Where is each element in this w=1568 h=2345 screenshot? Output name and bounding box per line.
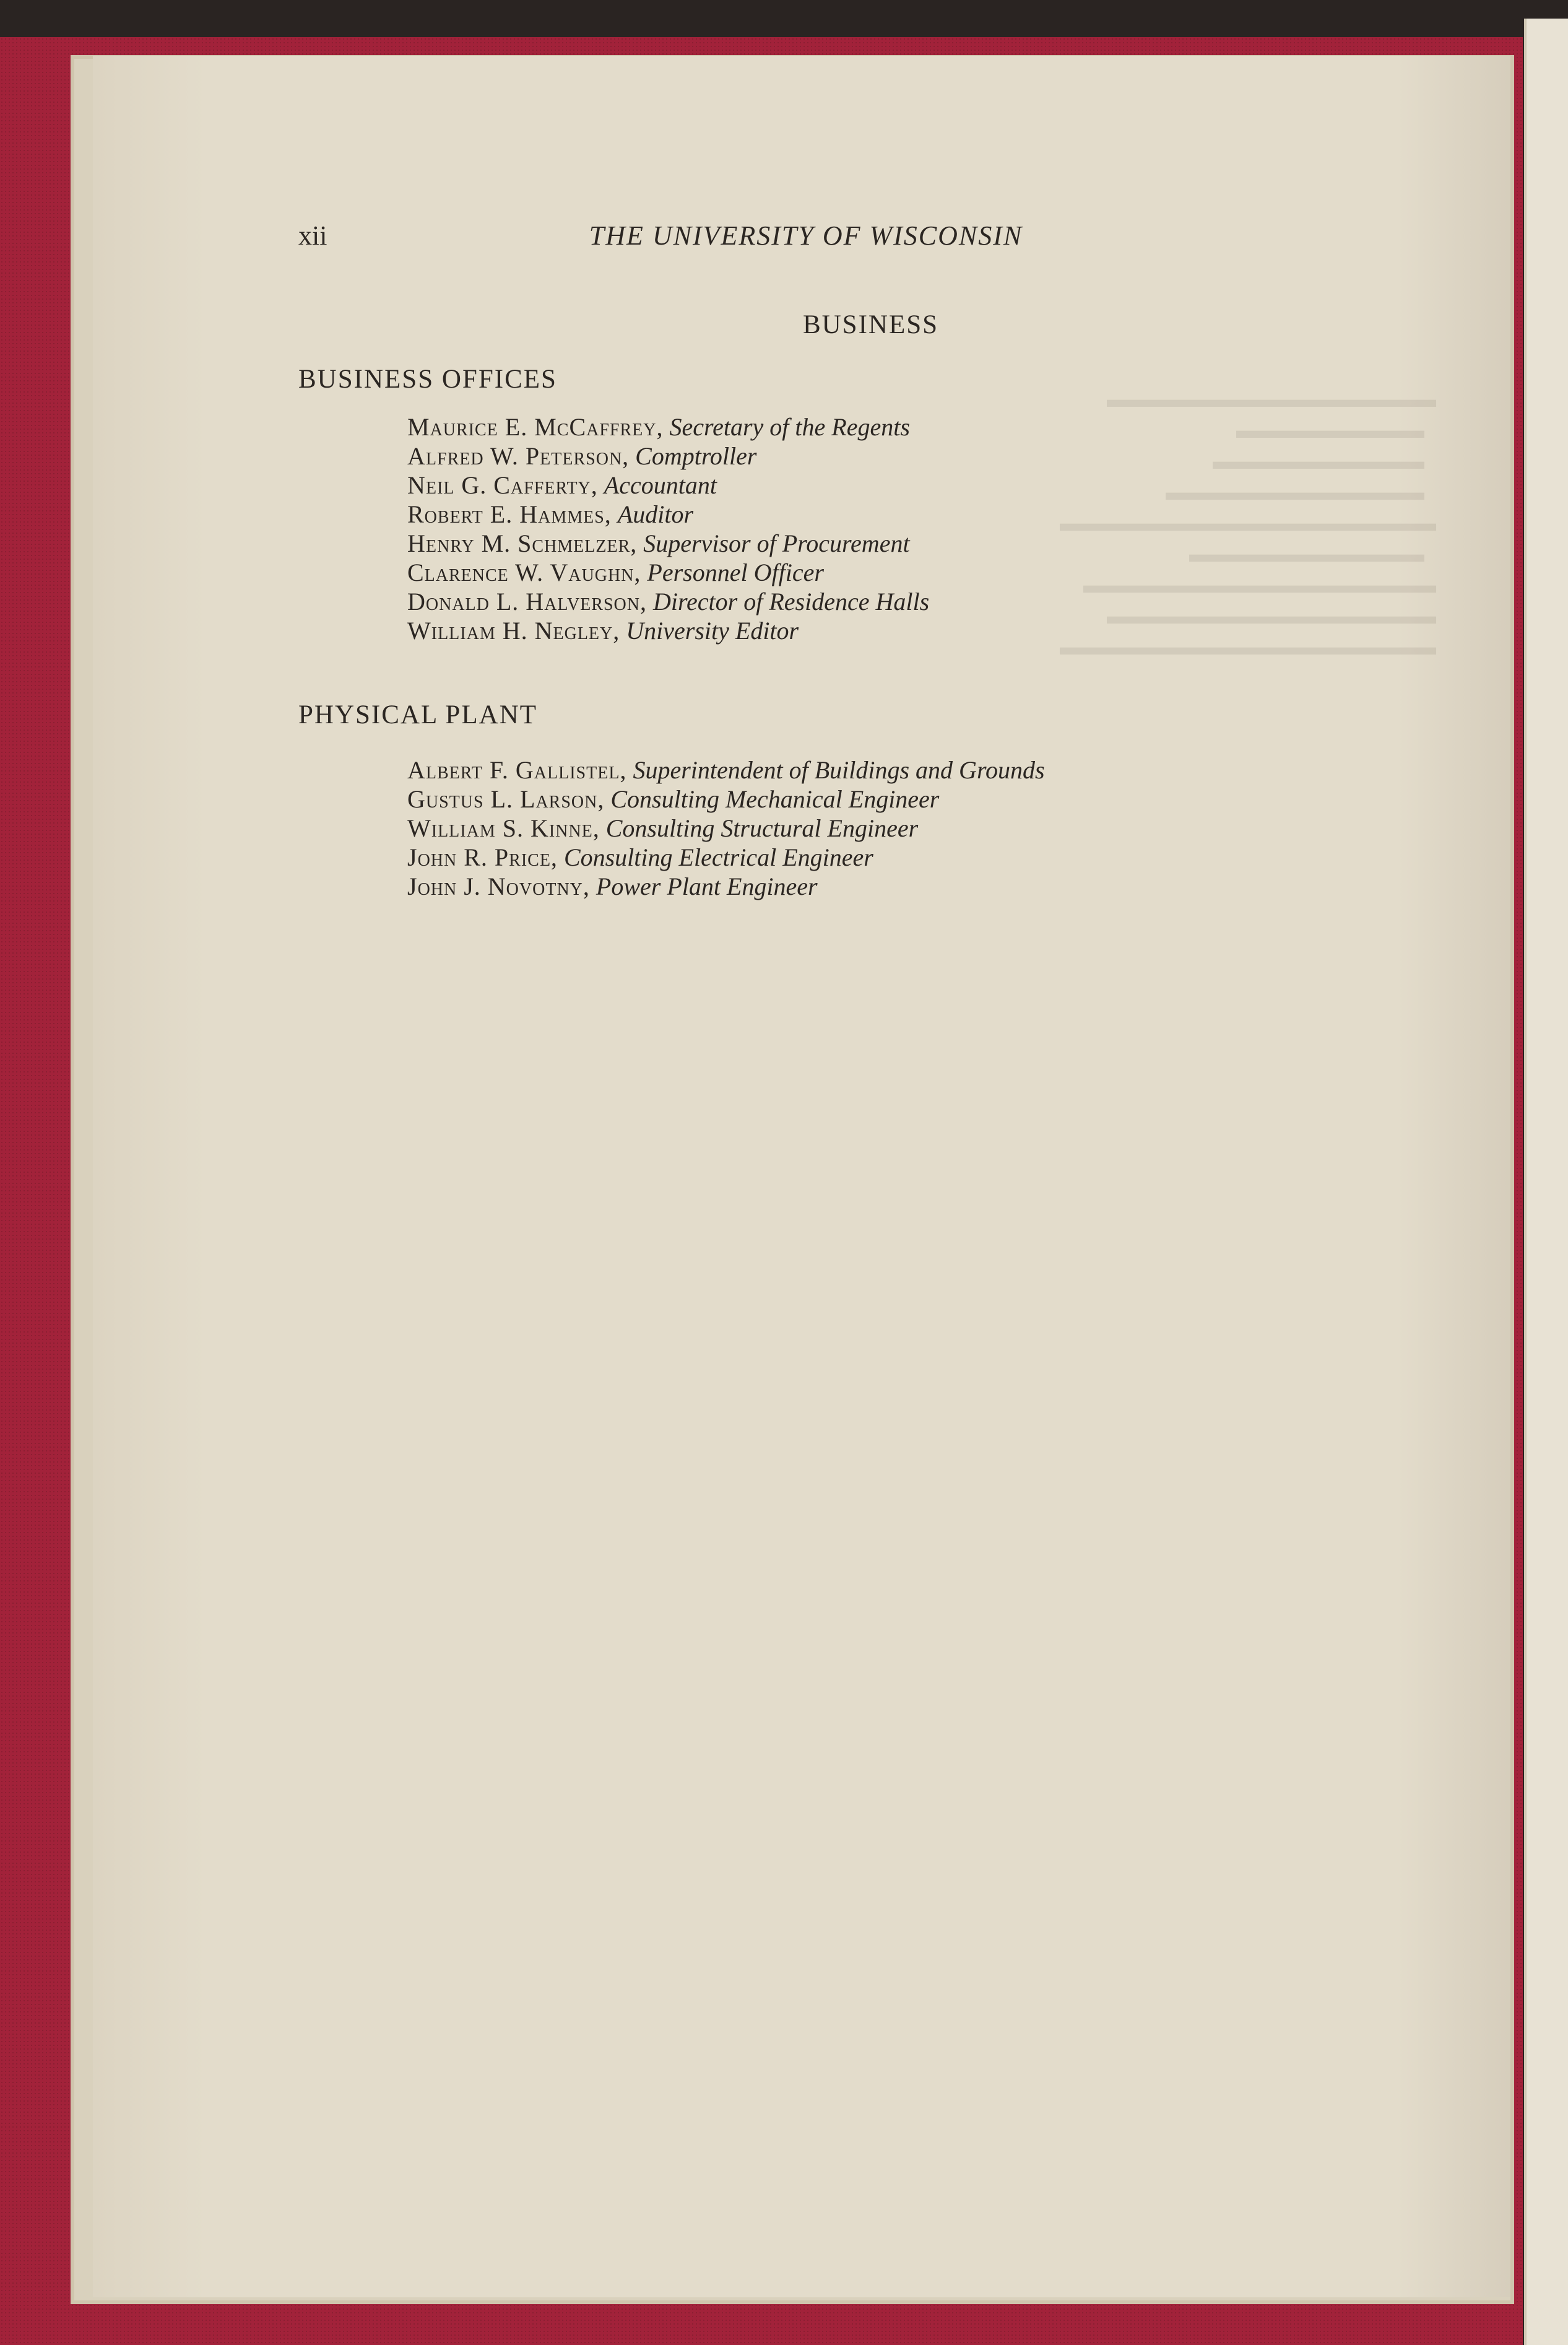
list-item [407,587,929,616]
list-item [407,814,1045,843]
person-name: Donald L. Halverson, [407,588,647,616]
section-heading: BUSINESS [802,310,939,339]
person-name: John J. Novotny, [407,872,590,900]
person-title: Comptroller [635,442,757,470]
person-name: Maurice E. McCaffrey, [407,413,664,441]
list-item [407,412,929,442]
person-title: Consulting Electrical Engineer [563,843,873,871]
person-title: Accountant [604,471,717,499]
person-title: Personnel Officer [647,559,824,586]
physical-plant-list [407,755,1045,901]
page-number: xii [298,220,327,251]
person-name: Robert E. Hammes, [407,500,612,528]
person-name: John R. Price, [407,843,558,871]
person-name: Henry M. Schmelzer, [407,529,638,557]
person-name: Neil G. Cafferty, [407,471,598,499]
list-item [407,558,929,587]
person-title: Superintendent of Buildings and Grounds [633,756,1045,784]
list-item [407,616,929,645]
person-title: Supervisor of Procurement [643,529,910,557]
list-item [407,442,929,471]
physical-plant-heading: PHYSICAL PLANT [298,700,537,729]
person-title: Consulting Structural Engineer [605,814,919,842]
running-head [298,220,1245,257]
person-title: University Editor [626,617,799,645]
list-item [407,471,929,500]
person-name: William S. Kinne, [407,814,600,842]
person-title: Consulting Mechanical Engineer [610,785,940,813]
business-offices-heading: BUSINESS OFFICES [298,365,557,394]
facing-page-edge [1524,19,1568,2345]
list-item [407,843,1045,872]
list-item [407,872,1045,901]
person-title: Director of Residence Halls [652,588,930,616]
person-name: Albert F. Gallistel, [407,756,627,784]
list-item [407,755,1045,785]
person-title: Secretary of the Regents [669,413,910,441]
list-item [407,529,929,558]
person-name: Clarence W. Vaughn, [407,559,641,586]
person-name: Alfred W. Peterson, [407,442,630,470]
running-title: THE UNIVERSITY OF WISCONSIN [589,220,1023,251]
list-item [407,785,1045,814]
person-name: William H. Negley, [407,617,620,645]
person-title: Power Plant Engineer [596,872,818,900]
person-title: Auditor [617,500,694,528]
person-name: Gustus L. Larson, [407,785,605,813]
list-item [407,500,929,529]
business-offices-list [407,412,929,645]
